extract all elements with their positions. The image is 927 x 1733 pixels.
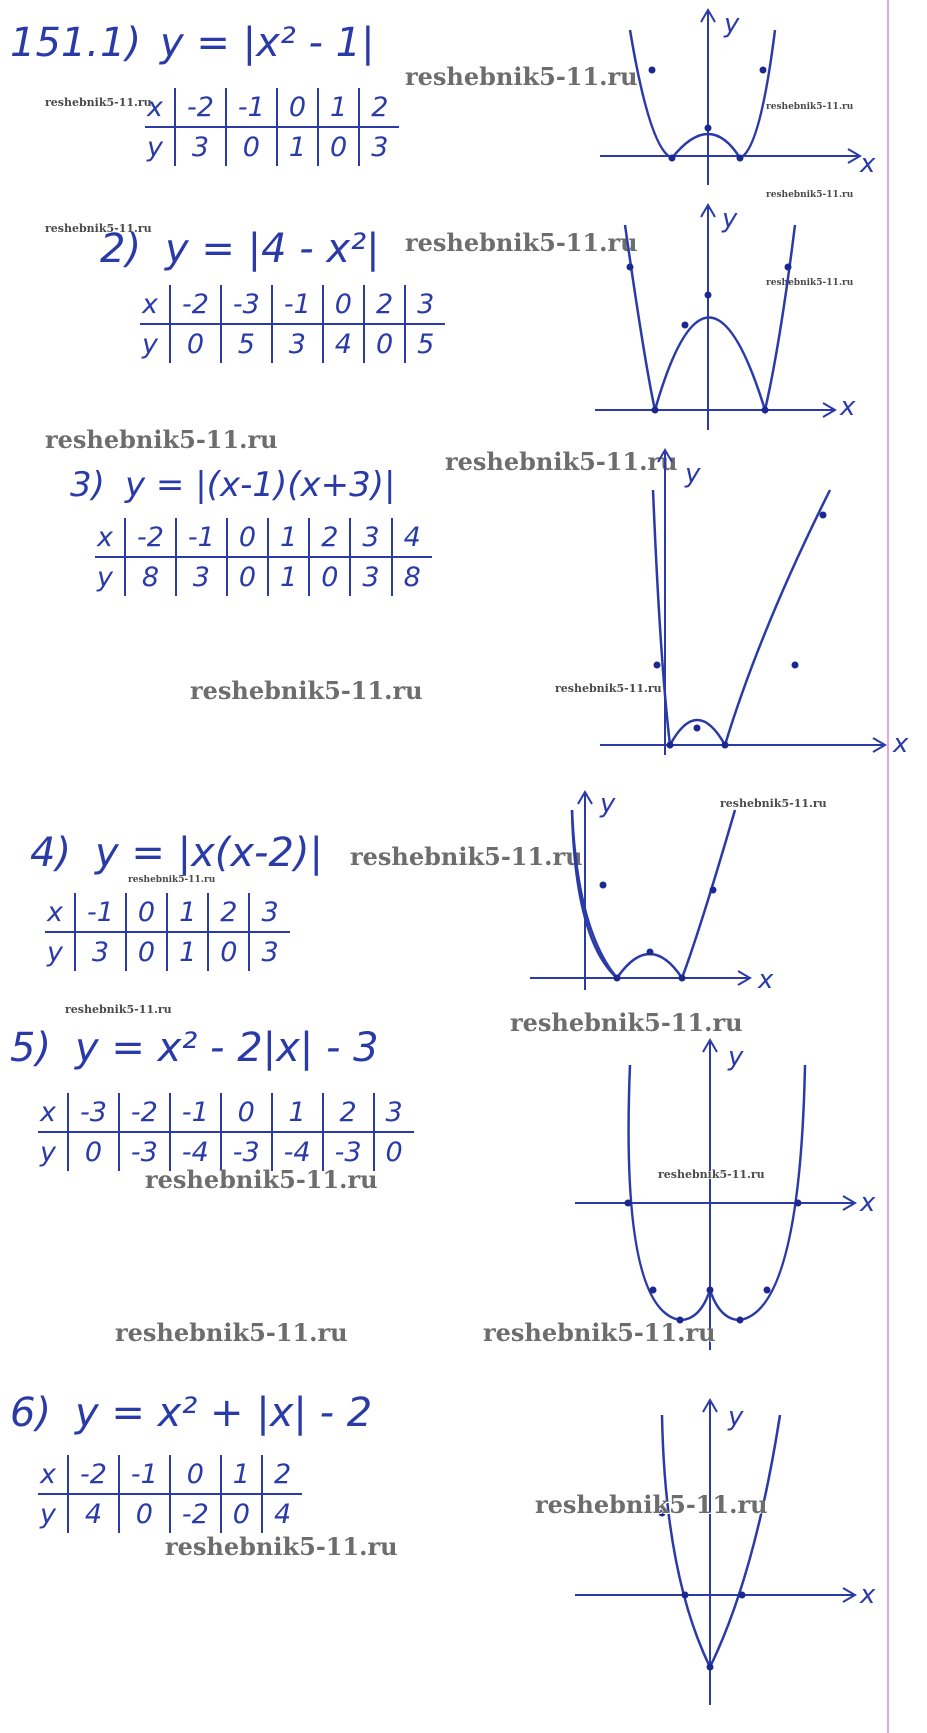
table-row-x (45, 893, 290, 932)
watermark: reshebnik5-11.ru (145, 1165, 378, 1194)
watermark: reshebnik5-11.ru (405, 228, 638, 257)
table-cell: -2 (119, 1093, 170, 1132)
table-cell: 2 (208, 893, 249, 932)
table-cell: -1 (226, 88, 277, 127)
table-cell: -1 (170, 1093, 221, 1132)
part-1-label: 1) (100, 20, 142, 66)
table-cell: 1 (221, 1455, 262, 1494)
table-cell: 2 (359, 88, 399, 127)
table-cell: -4 (272, 1132, 323, 1171)
data-point (682, 322, 689, 329)
data-point (762, 407, 769, 414)
table-cell: 0 (126, 932, 167, 971)
table-cell: 0 (126, 893, 167, 932)
watermark: reshebnik5-11.ru (555, 682, 662, 695)
table-cell: -3 (221, 1132, 272, 1171)
table-row-x (38, 1093, 414, 1132)
x-axis-label: x (860, 149, 876, 179)
table-cell: 3 (176, 557, 227, 596)
graph-curve (629, 1065, 805, 1320)
table-cell: 8 (392, 557, 432, 596)
x-axis-label: x (860, 1580, 876, 1610)
table-cell: -1 (272, 285, 323, 324)
data-point (707, 1664, 714, 1671)
table-cell: 3 (175, 127, 226, 166)
table-cell: 0 (323, 285, 364, 324)
data-point (737, 155, 744, 162)
graph-curve (630, 30, 775, 158)
table-cell: 3 (350, 518, 391, 557)
table-cell: y (47, 936, 63, 968)
table-cell: 1 (167, 932, 208, 971)
data-point (705, 292, 712, 299)
table-cell: 4 (68, 1494, 119, 1533)
table-cell: 2 (364, 285, 405, 324)
part-2-formula: y = |4 - x²| (165, 226, 380, 272)
data-point (710, 887, 717, 894)
data-point (694, 725, 701, 732)
graph-curve (662, 1415, 780, 1667)
table-cell: x (45, 893, 75, 932)
table-cell: 4 (323, 324, 364, 363)
table-cell: y (147, 131, 163, 163)
table-cell: 1 (277, 127, 318, 166)
part-2-graph (590, 195, 880, 440)
data-point (669, 155, 676, 162)
graph-curve (625, 225, 795, 410)
table-cell: 0 (227, 557, 268, 596)
data-point (650, 1287, 657, 1294)
data-point (785, 264, 792, 271)
watermark: reshebnik5-11.ru (128, 875, 216, 885)
problem-number: 151. (10, 20, 100, 66)
table-cell: 5 (405, 324, 445, 363)
data-point (627, 264, 634, 271)
watermark: reshebnik5-11.ru (115, 1318, 348, 1347)
data-point (722, 742, 729, 749)
table-cell: x (140, 285, 170, 324)
watermark: reshebnik5-11.ru (405, 62, 638, 91)
data-point (705, 125, 712, 132)
part-3-formula: y = |(x-1)(x+3)| (125, 465, 396, 505)
table-cell: -2 (175, 88, 226, 127)
watermark: reshebnik5-11.ru (658, 1168, 765, 1181)
table-cell: 0 (208, 932, 249, 971)
part-6-label: 6) (10, 1390, 52, 1436)
data-point (707, 1287, 714, 1294)
table-cell: 3 (272, 324, 323, 363)
table-cell: 0 (221, 1093, 272, 1132)
table-row-y (45, 932, 290, 971)
table-cell: 1 (272, 1093, 323, 1132)
table-cell: -2 (125, 518, 176, 557)
graph-curve (653, 490, 830, 745)
table-cell: y (97, 561, 113, 593)
part-6-graph (570, 1385, 890, 1715)
table-cell: -2 (170, 1494, 221, 1533)
table-cell: y (142, 328, 158, 360)
table-cell: y (40, 1498, 56, 1530)
data-point (647, 949, 654, 956)
table-cell: 0 (68, 1132, 119, 1171)
table-cell: -1 (75, 893, 126, 932)
table-cell: -4 (170, 1132, 221, 1171)
table-cell: 0 (318, 127, 359, 166)
data-point (760, 67, 767, 74)
table-cell: 3 (75, 932, 126, 971)
table-cell: 0 (221, 1494, 262, 1533)
part-4-value-table (45, 893, 290, 971)
table-cell: 1 (268, 557, 309, 596)
y-axis-label: y (728, 1042, 744, 1072)
table-row-y (140, 324, 445, 363)
data-point (600, 882, 607, 889)
table-cell: 8 (125, 557, 176, 596)
table-cell: -2 (68, 1455, 119, 1494)
table-cell: 3 (405, 285, 445, 324)
x-axis-label: x (840, 392, 856, 422)
part-5-value-table (38, 1093, 414, 1171)
y-axis-label: y (600, 789, 616, 819)
part-5-graph (570, 1025, 890, 1355)
table-cell: -3 (119, 1132, 170, 1171)
table-cell: 3 (249, 893, 289, 932)
data-point (625, 1200, 632, 1207)
part-4-label: 4) (30, 830, 72, 876)
table-row-x (140, 285, 445, 324)
data-point (795, 1200, 802, 1207)
watermark: reshebnik5-11.ru (766, 102, 854, 112)
table-cell: 4 (262, 1494, 302, 1533)
data-point (652, 407, 659, 414)
data-point (679, 975, 686, 982)
table-cell: 1 (167, 893, 208, 932)
watermark: reshebnik5-11.ru (510, 1008, 743, 1037)
watermark: reshebnik5-11.ru (445, 447, 678, 476)
data-point (667, 742, 674, 749)
table-cell: 3 (374, 1093, 414, 1132)
table-cell: 0 (309, 557, 350, 596)
part-1-value-table (145, 88, 399, 166)
y-axis-label: y (722, 204, 738, 234)
data-point (764, 1287, 771, 1294)
part-2-label: 2) (100, 226, 142, 272)
table-cell: 0 (170, 324, 221, 363)
table-row-y (95, 557, 432, 596)
watermark: reshebnik5-11.ru (483, 1318, 716, 1347)
table-cell: y (40, 1136, 56, 1168)
table-cell: 0 (277, 88, 318, 127)
table-cell: 3 (359, 127, 399, 166)
part-3-value-table (95, 518, 432, 596)
part-6-value-table (38, 1455, 302, 1533)
table-row-y (38, 1494, 302, 1533)
table-cell: 3 (249, 932, 289, 971)
table-cell: 0 (226, 127, 277, 166)
table-cell: 3 (350, 557, 391, 596)
table-cell: 1 (268, 518, 309, 557)
table-cell: 0 (119, 1494, 170, 1533)
part-4-formula: y = |x(x-2)| (95, 830, 324, 876)
part-1-formula: y = |x² - 1| (160, 20, 375, 66)
table-cell: -3 (68, 1093, 119, 1132)
x-axis-label: x (893, 729, 909, 759)
watermark: reshebnik5-11.ru (766, 190, 854, 200)
table-cell: 0 (170, 1455, 221, 1494)
table-cell: 0 (374, 1132, 414, 1171)
watermark: reshebnik5-11.ru (720, 797, 827, 810)
table-cell: x (38, 1093, 68, 1132)
part-3-graph (595, 440, 915, 770)
y-axis-label: y (724, 9, 740, 39)
table-cell: 4 (392, 518, 432, 557)
part-3-label: 3) (70, 465, 105, 505)
watermark: reshebnik5-11.ru (350, 842, 583, 871)
part-6-formula: y = x² + |x| - 2 (75, 1390, 373, 1436)
part-4-graph (525, 780, 795, 1005)
watermark: reshebnik5-11.ru (45, 96, 152, 109)
y-axis-label: y (685, 459, 701, 489)
watermark: reshebnik5-11.ru (45, 425, 278, 454)
table-row-y (145, 127, 399, 166)
table-cell: -1 (176, 518, 227, 557)
table-cell: x (145, 88, 175, 127)
table-cell: 0 (227, 518, 268, 557)
table-cell: -3 (221, 285, 272, 324)
table-row-x (145, 88, 399, 127)
graph-curve (572, 810, 617, 978)
x-axis-label: x (758, 965, 774, 995)
part-2-value-table (140, 285, 445, 363)
part-5-label: 5) (10, 1025, 52, 1071)
table-cell: 2 (323, 1093, 374, 1132)
table-cell: 1 (318, 88, 359, 127)
x-axis-label: x (860, 1188, 876, 1218)
table-cell: 5 (221, 324, 272, 363)
data-point (737, 1317, 744, 1324)
table-cell: 2 (309, 518, 350, 557)
table-cell: 2 (262, 1455, 302, 1494)
data-point (792, 662, 799, 669)
table-cell: x (95, 518, 125, 557)
watermark: reshebnik5-11.ru (190, 676, 423, 705)
table-cell: -2 (170, 285, 221, 324)
watermark: reshebnik5-11.ru (165, 1532, 398, 1561)
y-axis-label: y (728, 1402, 744, 1432)
table-cell: x (38, 1455, 68, 1494)
data-point (614, 975, 621, 982)
watermark: reshebnik5-11.ru (65, 1003, 172, 1016)
table-cell: -3 (323, 1132, 374, 1171)
data-point (820, 512, 827, 519)
data-point (739, 1592, 746, 1599)
graph-curve (572, 810, 735, 978)
watermark: reshebnik5-11.ru (45, 222, 152, 235)
part-1-graph (590, 0, 880, 190)
table-cell: -1 (119, 1455, 170, 1494)
table-cell: 0 (364, 324, 405, 363)
data-point (654, 662, 661, 669)
table-row-x (95, 518, 432, 557)
table-row-x (38, 1455, 302, 1494)
data-point (649, 67, 656, 74)
data-point (682, 1592, 689, 1599)
watermark: reshebnik5-11.ru (766, 278, 854, 288)
watermark: reshebnik5-11.ru (535, 1490, 768, 1519)
part-5-formula: y = x² - 2|x| - 3 (75, 1025, 379, 1071)
